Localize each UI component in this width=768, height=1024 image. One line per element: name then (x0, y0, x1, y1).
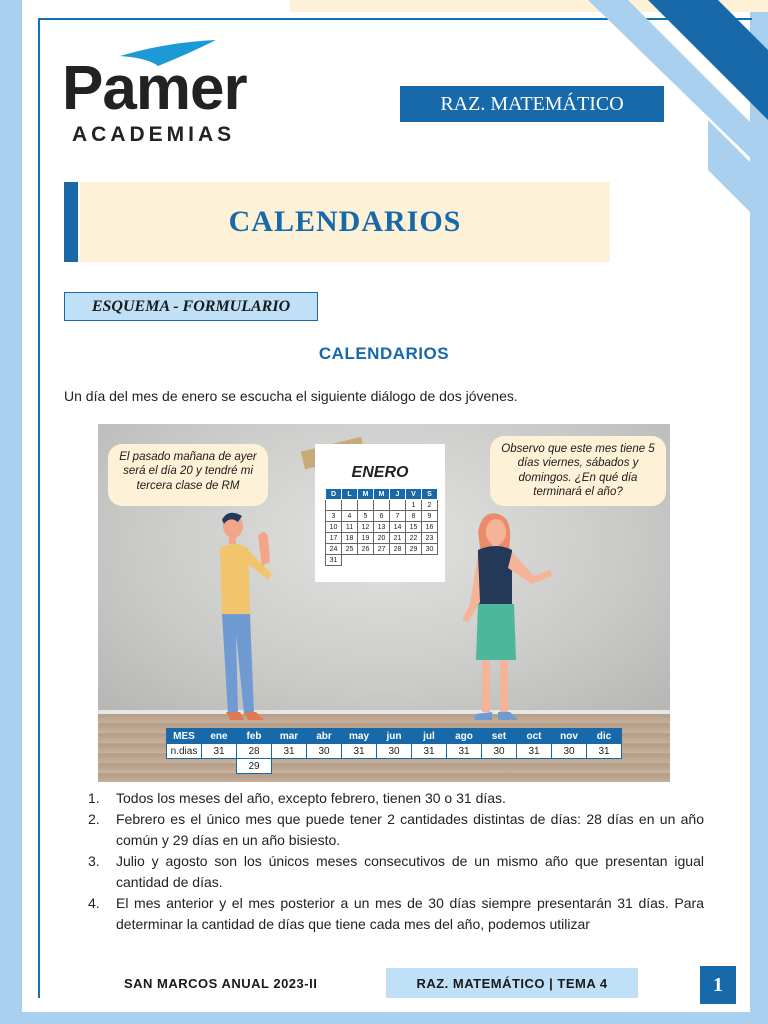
calendar-title: ENERO (351, 464, 409, 481)
list-item (88, 788, 704, 809)
month-cell: feb (237, 729, 272, 744)
intro-text: Un día del mes de enero se escucha el siguiente diálogo de dos jóvenes. (64, 388, 518, 404)
day-cell: 4 (342, 511, 358, 522)
week-row (326, 511, 438, 522)
empty-cell (307, 759, 342, 774)
days-cell: 30 (307, 744, 342, 759)
days-cell: 31 (202, 744, 237, 759)
week-row (326, 500, 438, 511)
month-cell: nov (552, 729, 587, 744)
day-cell: 17 (326, 533, 342, 544)
days-cell: 31 (587, 744, 622, 759)
empty-cell (517, 759, 552, 774)
day-cell: 25 (342, 544, 358, 555)
day-cell: 16 (422, 522, 438, 533)
months-row (167, 729, 622, 744)
empty-cell (358, 555, 374, 566)
empty-cell (374, 555, 390, 566)
month-cell: set (482, 729, 517, 744)
month-cell: dic (587, 729, 622, 744)
month-cell: abr (307, 729, 342, 744)
day-cell: 30 (422, 544, 438, 555)
empty-cell (482, 759, 517, 774)
list-item (88, 851, 704, 893)
facts-list (88, 788, 704, 935)
list-number: 4. (88, 895, 100, 911)
day-cell: 14 (390, 522, 406, 533)
row-label-cell: n.dias (167, 744, 202, 759)
day-cell: 27 (374, 544, 390, 555)
empty-cell (202, 759, 237, 774)
days-cell: 31 (447, 744, 482, 759)
woman-figure (462, 513, 552, 720)
subject-label: RAZ. MATEMÁTICO (400, 86, 664, 122)
weekday-cell: M (358, 489, 374, 500)
list-text: El mes anterior y el mes posterior a un mes de 30 días siempre presentarán 31 días. Para determinar la cantidad de días que tiene cada mes del año, podemos utilizar (116, 895, 704, 932)
day-cell (326, 500, 342, 511)
month-cell: oct (517, 729, 552, 744)
day-cell (342, 500, 358, 511)
day-cell: 24 (326, 544, 342, 555)
bottom-frame-stripe (0, 1012, 768, 1024)
day-cell: 15 (406, 522, 422, 533)
day-cell: 31 (326, 555, 342, 566)
empty-cell (587, 759, 622, 774)
page-title: CALENDARIOS (228, 205, 462, 238)
month-cell: jul (412, 729, 447, 744)
month-cell: ene (202, 729, 237, 744)
calendar-grid (325, 488, 438, 566)
day-cell: 1 (406, 500, 422, 511)
day-cell: 8 (406, 511, 422, 522)
day-cell: 18 (342, 533, 358, 544)
day-cell: 28 (390, 544, 406, 555)
month-cell: may (342, 729, 377, 744)
list-number: 3. (88, 853, 100, 869)
days-cell: 31 (517, 744, 552, 759)
days-cell: 30 (377, 744, 412, 759)
list-text: Julio y agosto son los únicos meses consecutivos de un mismo año que presentan igual cantidad de días. (116, 853, 704, 890)
left-frame-stripe (0, 0, 22, 1024)
title-accent-bar (64, 182, 78, 262)
day-cell (358, 500, 374, 511)
weekday-cell: L (342, 489, 358, 500)
month-cell: mar (272, 729, 307, 744)
empty-cell (377, 759, 412, 774)
logo-subtitle: ACADEMIAS (72, 123, 236, 146)
list-text: Febrero es el único mes que puede tener 2 cantidades distintas de días: 28 días en un año común y 29 días en un año bisiesto. (116, 811, 704, 848)
page-number: 1 (700, 966, 736, 1004)
day-cell: 20 (374, 533, 390, 544)
day-cell: 3 (326, 511, 342, 522)
day-cell: 9 (422, 511, 438, 522)
days-cell: 30 (552, 744, 587, 759)
week-row (326, 544, 438, 555)
day-cell (390, 500, 406, 511)
footer-course: SAN MARCOS ANUAL 2023-II (124, 976, 318, 991)
day-cell: 12 (358, 522, 374, 533)
header-cell: MES (167, 729, 202, 744)
day-cell: 2 (422, 500, 438, 511)
schema-label: ESQUEMA - FORMULARIO (64, 292, 318, 321)
section-title: CALENDARIOS (318, 344, 450, 363)
list-item (88, 809, 704, 851)
week-row (326, 522, 438, 533)
empty-cell (552, 759, 587, 774)
days-cell: 31 (272, 744, 307, 759)
weekday-cell: J (390, 489, 406, 500)
day-cell: 10 (326, 522, 342, 533)
days-cell: 31 (342, 744, 377, 759)
days-row (167, 744, 622, 759)
days-cell: 31 (412, 744, 447, 759)
week-row (326, 555, 438, 566)
list-number: 2. (88, 811, 100, 827)
empty-cell (342, 759, 377, 774)
day-cell: 7 (390, 511, 406, 522)
empty-cell (422, 555, 438, 566)
day-cell: 22 (406, 533, 422, 544)
weekday-cell: S (422, 489, 438, 500)
list-text: Todos los meses del año, excepto febrero, tienen 30 o 31 días. (116, 790, 506, 806)
days-cell: 30 (482, 744, 517, 759)
day-cell: 11 (342, 522, 358, 533)
months-days-table (166, 728, 622, 774)
empty-cell (412, 759, 447, 774)
day-cell: 13 (374, 522, 390, 533)
empty-cell (272, 759, 307, 774)
day-cell: 19 (358, 533, 374, 544)
week-row (326, 533, 438, 544)
empty-cell (406, 555, 422, 566)
weekday-cell: V (406, 489, 422, 500)
list-item (88, 893, 704, 935)
month-cell: ago (447, 729, 482, 744)
leap-row (167, 759, 622, 774)
weekday-cell: D (326, 489, 342, 500)
empty-cell (447, 759, 482, 774)
day-cell (374, 500, 390, 511)
day-cell: 26 (358, 544, 374, 555)
weekday-cell: M (374, 489, 390, 500)
speech-bubble-man: El pasado mañana de ayer será el día 20 y tendré mi tercera clase de RM (108, 444, 268, 506)
day-cell: 29 (406, 544, 422, 555)
weekday-row (326, 489, 438, 500)
feb-leap-cell: 29 (237, 759, 272, 774)
day-cell: 23 (422, 533, 438, 544)
footer-topic: RAZ. MATEMÁTICO | TEMA 4 (386, 968, 638, 998)
man-figure (220, 513, 272, 720)
list-number: 1. (88, 790, 100, 806)
speech-bubble-woman: Observo que este mes tiene 5 días viernes, sábados y domingos. ¿En qué día terminará el año? (490, 436, 666, 506)
january-calendar (315, 444, 445, 582)
month-cell: jun (377, 729, 412, 744)
days-cell: 28 (237, 744, 272, 759)
logo-name: Pamer (62, 54, 247, 123)
day-cell: 6 (374, 511, 390, 522)
empty-cell (390, 555, 406, 566)
empty-cell (342, 555, 358, 566)
day-cell: 5 (358, 511, 374, 522)
empty-cell (167, 759, 202, 774)
day-cell: 21 (390, 533, 406, 544)
